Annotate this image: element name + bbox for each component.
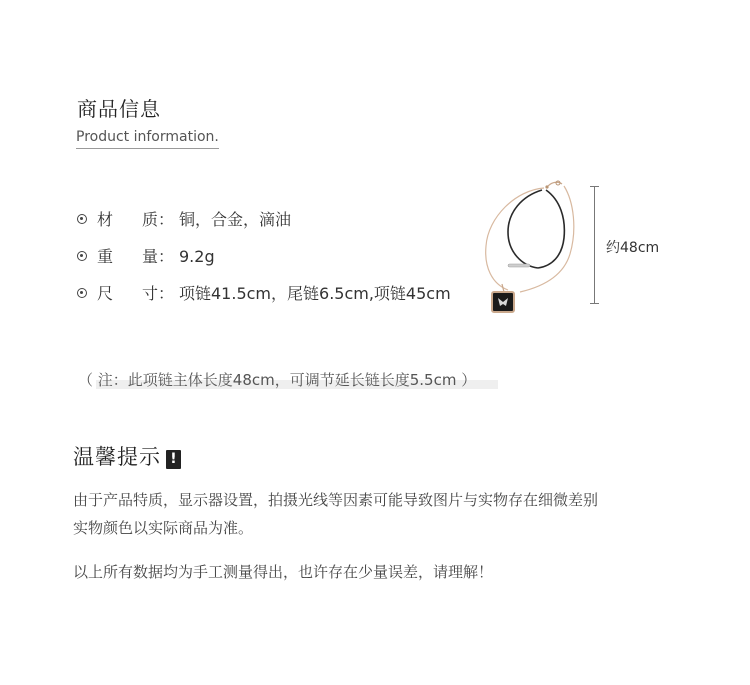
disclaimer-paragraph [73, 486, 683, 542]
spec-label-char: 量 [142, 247, 159, 266]
section-title: 商品信息 [77, 97, 161, 121]
spec-colon: ： [158, 247, 175, 266]
warning-title [73, 441, 181, 471]
spec-colon: ： [158, 210, 175, 229]
spec-label-char: 质 [142, 210, 159, 229]
spec-value: 9.2g [179, 247, 215, 266]
disclaimer-line: 实物颜色以实际商品为准。 [73, 519, 254, 537]
warning-title-text: 温馨提示 [73, 445, 161, 469]
dimension-cap-bottom [590, 303, 599, 304]
spec-value: 铜，合金，滴油 [179, 210, 292, 229]
spec-value: 项链41.5cm，尾链6.5cm,项链45cm [179, 284, 451, 303]
dimension-cap-top [590, 186, 599, 187]
target-bullet-icon [77, 214, 87, 224]
section-subtitle: Product information. [76, 129, 219, 149]
exclamation-icon: ! [166, 450, 181, 469]
length-note [78, 368, 476, 392]
disclaimer-line: 由于产品特质，显示器设置，拍摄光线等因素可能导致图片与实物存在细微差别 [73, 491, 599, 509]
necklace-product-image [478, 172, 586, 320]
note-text: （ 注：此项链主体长度48cm，可调节延长链长度5.5cm ） [78, 371, 477, 389]
dimension-label: 约48cm [606, 240, 660, 256]
measurement-note: 以上所有数据均为手工测量得出，也许存在少量误差，请理解！ [73, 563, 494, 581]
spec-label-char: 尺 [97, 284, 114, 303]
spec-colon: ： [158, 284, 175, 303]
target-bullet-icon [77, 288, 87, 298]
spec-label-char: 重 [97, 247, 114, 266]
spec-label-char: 材 [97, 210, 114, 229]
target-bullet-icon [77, 251, 87, 261]
dimension-line [594, 186, 595, 304]
spec-label-char: 寸 [142, 284, 159, 303]
